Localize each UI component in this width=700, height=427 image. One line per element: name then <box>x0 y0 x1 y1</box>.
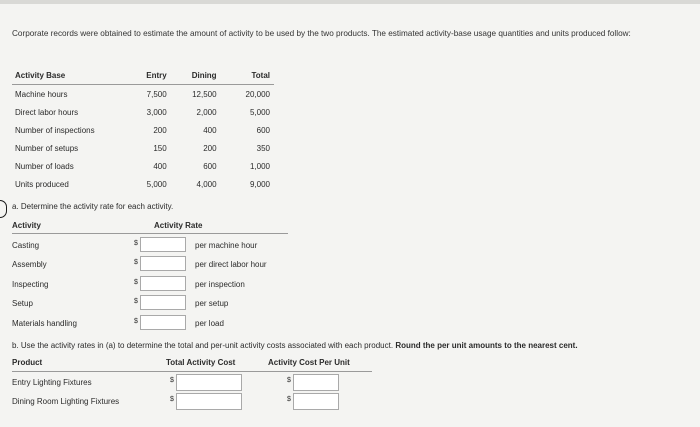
inspecting-rate-input[interactable] <box>140 276 186 291</box>
dollar-sign: $ <box>134 259 138 266</box>
table-row <box>12 103 274 121</box>
dollar-sign: $ <box>170 377 174 384</box>
table-row <box>12 121 274 139</box>
product-label: Dining Room Lighting Fixtures <box>12 397 120 406</box>
rate-row-assembly <box>0 256 700 274</box>
assembly-rate-input[interactable] <box>140 256 186 271</box>
cell-entry: 200 <box>153 125 167 135</box>
dollar-sign: $ <box>170 396 174 403</box>
product-label: Entry Lighting Fixtures <box>12 378 92 387</box>
part-a-header-divider <box>12 233 288 234</box>
cell-total: 20,000 <box>245 89 270 99</box>
cell-dining: 12,500 <box>192 89 217 99</box>
cell-total: 600 <box>256 125 270 135</box>
cell-total: 350 <box>256 143 270 153</box>
top-bar <box>0 0 700 4</box>
cell-dining: 200 <box>203 143 217 153</box>
activity-label: Materials handling <box>12 319 77 328</box>
rate-unit-label: per load <box>195 319 224 328</box>
activity-label: Assembly <box>12 260 47 269</box>
part-a-question: a. Determine the activity rate for each activity. <box>12 202 174 211</box>
rate-unit-label: per inspection <box>195 280 245 289</box>
rate-unit-label: per direct labor hour <box>195 260 267 269</box>
intro-text: Corporate records were obtained to estimate the amount of activity to be used by the two products. The estimated activity-base usage quantities and units produced follow: <box>12 29 631 38</box>
row-label: Direct labor hours <box>15 107 79 117</box>
row-label: Number of setups <box>15 143 79 153</box>
table-row <box>12 139 274 157</box>
dollar-sign: $ <box>134 279 138 286</box>
rate-row-setup <box>0 295 700 313</box>
header-product: Product <box>12 358 43 367</box>
entry-per-unit-cost-input[interactable] <box>293 374 339 391</box>
dollar-sign: $ <box>134 240 138 247</box>
product-row-dining <box>0 393 700 411</box>
cell-entry: 400 <box>153 161 167 171</box>
cell-entry: 150 <box>153 143 167 153</box>
dollar-sign: $ <box>134 318 138 325</box>
cell-dining: 600 <box>203 161 217 171</box>
rate-row-materials-handling <box>0 315 700 333</box>
cell-total: 1,000 <box>249 161 270 171</box>
product-row-entry <box>0 374 700 392</box>
table-row <box>12 157 274 175</box>
materials-handling-rate-input[interactable] <box>140 315 186 330</box>
header-entry: Entry <box>128 66 170 85</box>
rate-row-casting <box>0 237 700 255</box>
dollar-sign: $ <box>134 298 138 305</box>
header-dining: Dining <box>171 66 221 85</box>
casting-rate-input[interactable] <box>140 237 186 252</box>
rate-unit-label: per machine hour <box>195 241 258 250</box>
activity-label: Casting <box>12 241 40 250</box>
cell-dining: 400 <box>203 125 217 135</box>
header-activity-cost-per-unit: Activity Cost Per Unit <box>268 358 350 367</box>
header-total: Total <box>221 66 274 85</box>
rate-unit-label: per setup <box>195 299 229 308</box>
dining-total-cost-input[interactable] <box>176 393 242 410</box>
table-row <box>12 175 274 193</box>
row-label: Units produced <box>15 179 69 189</box>
cell-dining: 2,000 <box>196 107 217 117</box>
row-label: Number of loads <box>15 161 74 171</box>
rate-row-inspecting <box>0 276 700 294</box>
header-activity: Activity <box>12 221 41 230</box>
entry-total-cost-input[interactable] <box>176 374 242 391</box>
dollar-sign: $ <box>287 377 291 384</box>
activity-label: Inspecting <box>12 280 49 289</box>
row-label: Machine hours <box>15 89 68 99</box>
dining-per-unit-cost-input[interactable] <box>293 393 339 410</box>
header-activity-base: Activity Base <box>12 66 128 85</box>
header-total-activity-cost: Total Activity Cost <box>166 358 236 367</box>
dollar-sign: $ <box>287 396 291 403</box>
part-b-header-divider <box>12 371 372 372</box>
activity-base-table <box>12 66 274 193</box>
part-b-question <box>12 341 578 350</box>
cell-entry: 7,500 <box>146 89 167 99</box>
cell-dining: 4,000 <box>196 179 217 189</box>
table-header-row <box>12 66 274 85</box>
part-b-question-text: b. Use the activity rates in (a) to determine the total and per-unit activity costs associated with each product. <box>12 341 394 350</box>
table-row <box>12 85 274 104</box>
row-label: Number of inspections <box>15 125 95 135</box>
cell-total: 9,000 <box>249 179 270 189</box>
cell-total: 5,000 <box>249 107 270 117</box>
header-activity-rate: Activity Rate <box>154 221 203 230</box>
part-b-rounding-note: Round the per unit amounts to the nearest cent. <box>395 341 578 350</box>
cell-entry: 5,000 <box>146 179 167 189</box>
activity-label: Setup <box>12 299 33 308</box>
setup-rate-input[interactable] <box>140 295 186 310</box>
cell-entry: 3,000 <box>146 107 167 117</box>
question-marker <box>0 200 7 218</box>
